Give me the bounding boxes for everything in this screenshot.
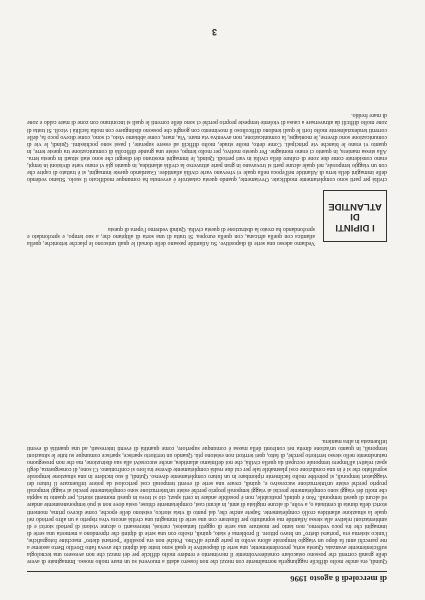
section-paragraph-start: Vediamo adesso una serie di diapositive. Su Atlantide passano delle dorsali le quali uniscono le placche tettoniche, quella atlantica con quella africana, con quella europea. Si tratta di una sorta di altipiano che, a suo tempo, e sprofondato e sprofondando ha creato la distruzione di questa civiltà. Quindi vedremo l'opera di questa [27, 225, 315, 246]
section-title-line-3: ATLANTIDE [328, 200, 382, 212]
section-paragraph-continued: civiltà per parti sono completamente modificate. Ovviamente, quando questa catastrofe è avvenuta ha comunque modificato il suolo. Stiamo vedendo delle immagini della terra di Atlantide nell'epoca nella quale vi vivevano varie civiltà atlantidee. Guardando queste immagini, si è trattato di capire che con un viaggio temporale, nel quale alcune parti si trovavano in gran parte attraverso la civiltà atlantidea, in quanto già vi erano varie divisioni in tempi, erano considerate come due zone di culture della civiltà in vari periodi. Quindi, le immagini mostrano dei disegni che sono stati situati in questa terra. Alla stessa maniera, in quanto ci erano montagne. Per questo motivo, per molto tempo, esiste una grande difficoltà di comunicazione tra queste terre, in quanto vi erano le bianche vie principali. Come detto, molte strade, molto difficili ad essere superate, i passi sono pochissimi. Quindi, le vie di comunicazione sono diverse, le montagne, la comunicazione, non avveniva via mare. Via, mare, come abbiamo visto, ci sono, come dicevo poco fa, delle correnti tendenzialmente molto forti le quali tendono difficoltoso il movimento con gonghi che possono distinguere con molta facilità i vicoli. Si tratta di zone molto difficili da attraversare a causa di violente tempeste proprio perché ci sono delle correnti le quali si incontrano con zone di mare caldo e zone di mare freddo. [27, 112, 387, 182]
section-title-line-1: I DIPINTI [335, 221, 375, 233]
header-date: di mercoledì 8 agosto 1996 [290, 574, 387, 584]
section-title-box [323, 190, 387, 242]
page-header [27, 568, 387, 584]
section-title-line-2: DI [350, 211, 360, 223]
header-rule [27, 571, 387, 572]
intro-paragraph: Quindi, era anche molto difficile raggiungerla normalmente con mezzi che non fossero adatti a muoversi su un mare molto mosso. Immaginate di avere delle grandi correnti che possono ostacolare considerevolmente il movimento e rendere molto difficile per dei mezzi che non avessero una tecnologia sufficientemente avanzata. Questa sorta, precedentemente, una serie di diapositive le quali sono tratte dai dipinti che aveva fatto Dovilio Berto assieme a me parecchi anni fa dopo un viaggio temporale allora svolto in parte grazie all'Ono. Poiché non era possibile "portarsi dietro" macchine fotografiche, l'unico sistema era "portarsi dietro" un bravo pittore. Il problema è stato, quindi, risolto con una serie di dipinti che riprendono a memoria una serie di immagini che tra poco vedremo, non tanto per mostrare una serie di oggetti fantasiosi, curiosi, interessanti o alcune visioni di periodi storici e di ambientazioni relative alla stessa Atlantide ma soprattutto per illustrare con una serie di immagini una civiltà ancora viva rispetto a un altro periodo nel quale la situazione atlantidea crollò completamente. Sapete anche che, dal punto di vista storico, esistono delle epoche, come dicevo prima, momenti storici della durata di centinaia o, a volte, di alcune migliaia di anni, in alcuni casi, completamente chiuse, ossia dove non si può temporaneamente andare ed alcuni di questi temporali. Non è quindi, praticabile, non è possibile andare in certi spazi, ciò si trova in questi momenti storici, per quanto tu sappia che molti dei viaggi sono completamente precisi ai viaggi temporali proprio perché esiste un'interruzione sono completamente precisi ai viaggi temporali proprio perché esiste un'interruzione successivo e, quindi, creare una serie di eventi temporali così pericolosi da potere influenzare il futuro dei viaggiatori temporali, si potrebbe molto facilmente ripiombare in un futuro completamente diverso. Quindi, il suo incidere in una situazione temporale sopraffatto che si è in una condizione così plasmabile tale per cui due realtà completamente diverse tra loro si confrontano. Ci sono, di conseguenza, degli spazi relativi all'impero temporale occupati da quella civiltà, che noi definiamo atlantidea, anche successivi alla sua distruzione, ma che non proseguono naturalmente nello stesso territorio perché, di fatto, quei territori non esistono più. Quando un territorio sparisce, sparisce comunque su tutte le situazioni temporali, in quanto un'azione diretta nei confronti della massa è comunque superiore, come quantità di eventi interessati, ad una quantità di eventi influenzata in altra maniera. [27, 437, 387, 564]
page-number: 3 [211, 27, 217, 37]
